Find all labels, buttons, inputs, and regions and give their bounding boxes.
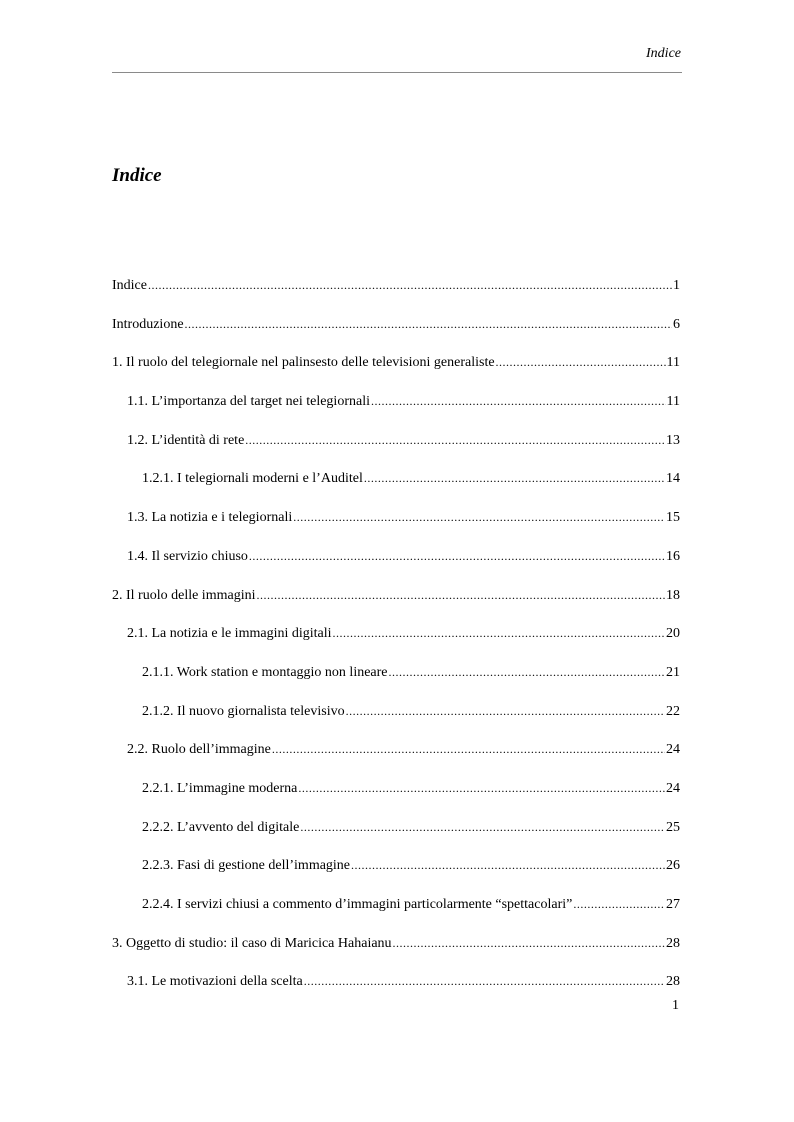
toc-entry[interactable] <box>112 276 680 315</box>
toc-entry-page: 28 <box>666 974 680 990</box>
toc-entry-title: 1.1. L’importanza del target nei telegiornali <box>127 394 370 410</box>
toc-entry-title: 2.1.2. Il nuovo giornalista televisivo <box>142 703 345 719</box>
toc-entry-title: 1.3. La notizia e i telegiornali <box>127 510 293 526</box>
toc-entry-title: 2.1. La notizia e le immagini digitali <box>127 626 332 642</box>
toc-entry[interactable] <box>112 779 680 818</box>
page-number: 1 <box>672 998 679 1013</box>
toc-dot-leader <box>304 972 665 990</box>
toc-dot-leader <box>351 856 665 874</box>
toc-entry[interactable] <box>112 818 680 857</box>
toc-entry[interactable] <box>112 934 680 973</box>
toc-entry[interactable] <box>112 586 680 625</box>
toc-entry[interactable] <box>112 740 680 779</box>
toc-entry-page: 11 <box>666 355 680 371</box>
toc-dot-leader <box>148 276 672 294</box>
toc-dot-leader <box>249 547 665 565</box>
toc-entry-page: 6 <box>673 316 680 332</box>
toc-entry[interactable] <box>112 315 680 354</box>
toc-entry-page: 14 <box>666 471 680 487</box>
toc-entry[interactable] <box>112 895 680 934</box>
toc-dot-leader <box>364 469 665 487</box>
toc-entry-title: 2.2. Ruolo dell’immagine <box>127 742 271 758</box>
running-header: Indice <box>646 46 681 61</box>
toc-entry-page: 28 <box>666 935 680 951</box>
toc-entry-page: 16 <box>666 548 680 564</box>
toc-entry-title: 2.2.2. L’avvento del digitale <box>142 819 300 835</box>
toc-entry-title: 1. Il ruolo del telegiornale nel palinsesto delle televisioni generaliste <box>112 355 495 371</box>
toc-entry-title: 2.2.1. L’immagine moderna <box>142 780 298 796</box>
toc-entry-title: 2.2.4. I servizi chiusi a commento d’immagini particolarmente “spettacolari” <box>142 897 573 912</box>
toc-dot-leader <box>393 934 665 952</box>
toc-entry[interactable] <box>112 431 680 470</box>
toc-entry-page: 24 <box>666 742 680 758</box>
toc-entry-page: 21 <box>666 664 680 680</box>
toc-entry-title: 1.2.1. I telegiornali moderni e l’Auditel <box>142 471 363 487</box>
toc-entry-title: Indice <box>112 278 147 293</box>
table-of-contents <box>112 276 680 1011</box>
toc-dot-leader <box>272 740 665 758</box>
toc-entry-page: 27 <box>666 897 680 912</box>
toc-dot-leader <box>389 663 665 681</box>
toc-entry-page: 22 <box>666 703 680 719</box>
toc-entry-page: 25 <box>666 819 680 835</box>
header-rule <box>112 72 682 73</box>
toc-dot-leader <box>298 779 665 797</box>
toc-entry-title: 1.4. Il servizio chiuso <box>127 548 248 564</box>
toc-entry-page: 1 <box>673 278 680 293</box>
toc-dot-leader <box>346 702 665 720</box>
toc-entry-title: 1.2. L’identità di rete <box>127 432 245 448</box>
toc-entry-page: 24 <box>666 780 680 796</box>
toc-entry[interactable] <box>112 353 680 392</box>
toc-entry[interactable] <box>112 702 680 741</box>
toc-dot-leader <box>293 508 665 526</box>
toc-entry[interactable] <box>112 972 680 1011</box>
toc-entry-page: 26 <box>666 858 680 874</box>
toc-entry[interactable] <box>112 624 680 663</box>
toc-dot-leader <box>245 431 665 449</box>
toc-entry-title: Introduzione <box>112 316 184 332</box>
toc-dot-leader <box>573 895 665 913</box>
toc-entry-page: 15 <box>666 510 680 526</box>
toc-dot-leader <box>300 818 665 836</box>
toc-entry-title: 2. Il ruolo delle immagini <box>112 587 256 603</box>
toc-entry[interactable] <box>112 508 680 547</box>
toc-dot-leader <box>256 586 665 604</box>
toc-entry-page: 11 <box>666 394 680 410</box>
toc-entry[interactable] <box>112 469 680 508</box>
toc-entry[interactable] <box>112 547 680 586</box>
toc-entry-title: 2.1.1. Work station e montaggio non lineare <box>142 664 388 680</box>
toc-entry-page: 20 <box>666 626 680 642</box>
toc-entry[interactable] <box>112 392 680 431</box>
toc-entry[interactable] <box>112 663 680 702</box>
toc-entry-page: 13 <box>666 432 680 448</box>
toc-entry-title: 3. Oggetto di studio: il caso di Maricica Hahaianu <box>112 935 392 951</box>
toc-entry-title: 2.2.3. Fasi di gestione dell’immagine <box>142 858 351 874</box>
toc-entry-title: 3.1. Le motivazioni della scelta <box>127 974 303 990</box>
toc-dot-leader <box>185 315 672 333</box>
page-title: Indice <box>112 165 162 186</box>
toc-dot-leader <box>333 624 665 642</box>
toc-entry-page: 18 <box>666 587 680 603</box>
toc-dot-leader <box>496 353 666 371</box>
toc-dot-leader <box>371 392 666 410</box>
toc-entry[interactable] <box>112 856 680 895</box>
